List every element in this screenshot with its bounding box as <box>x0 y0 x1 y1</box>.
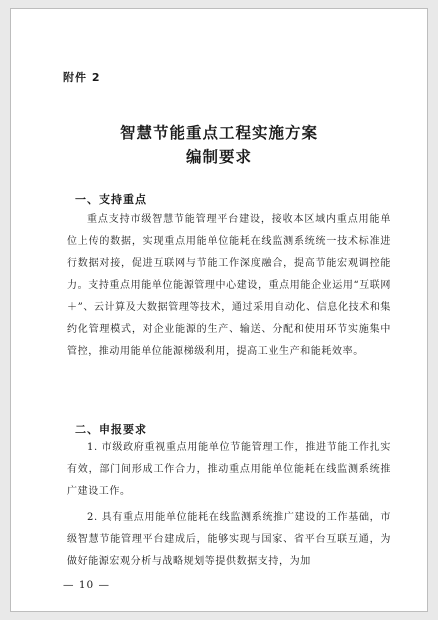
section-support-paragraph: 重点支持市级智慧节能管理平台建设，接收本区域内重点用能单位上传的数据，实现重点用能单位能耗在线监测系统统一技术标准进行数据对接，促进互联网与节能工作深度融合，提高节能宏观调控能力。支持重点用能单位能源管理中心建设，重点用能企业运用“互联网＋”、云计算及大数据管理等技术，通过采用自动化、信息化技术和集约化管理模式，对企业能源的生产、输送、分配和使用环节实施集中管控，推动用能单位能源梯级利用，提高工业生产和能耗效率。 <box>67 214 391 357</box>
section-heading-requirements: 二、申报要求 <box>75 423 147 436</box>
document-page <box>10 8 428 612</box>
document-subtitle: 编制要求 <box>185 147 252 166</box>
requirement-paragraph-1: 1. 市级政府重视重点用能单位节能管理工作，推进节能工作扎实有效，部门间形成工作合力，推动重点用能单位能耗在线监测系统推广建设工作。 <box>67 442 391 497</box>
attachment-label: 附件 2 <box>63 71 101 84</box>
page-number: — 10 — <box>63 579 111 591</box>
section-heading-support: 一、支持重点 <box>75 193 147 206</box>
document-title: 智慧节能重点工程实施方案 <box>119 123 318 142</box>
requirement-paragraph-2: 2. 具有重点用能单位能耗在线监测系统推广建设的工作基础，市级智慧节能管理平台建成后，能够实现与国家、省平台互联互通，为做好能源宏观分析与战略规划等提供数据支持，为加 <box>67 512 391 567</box>
